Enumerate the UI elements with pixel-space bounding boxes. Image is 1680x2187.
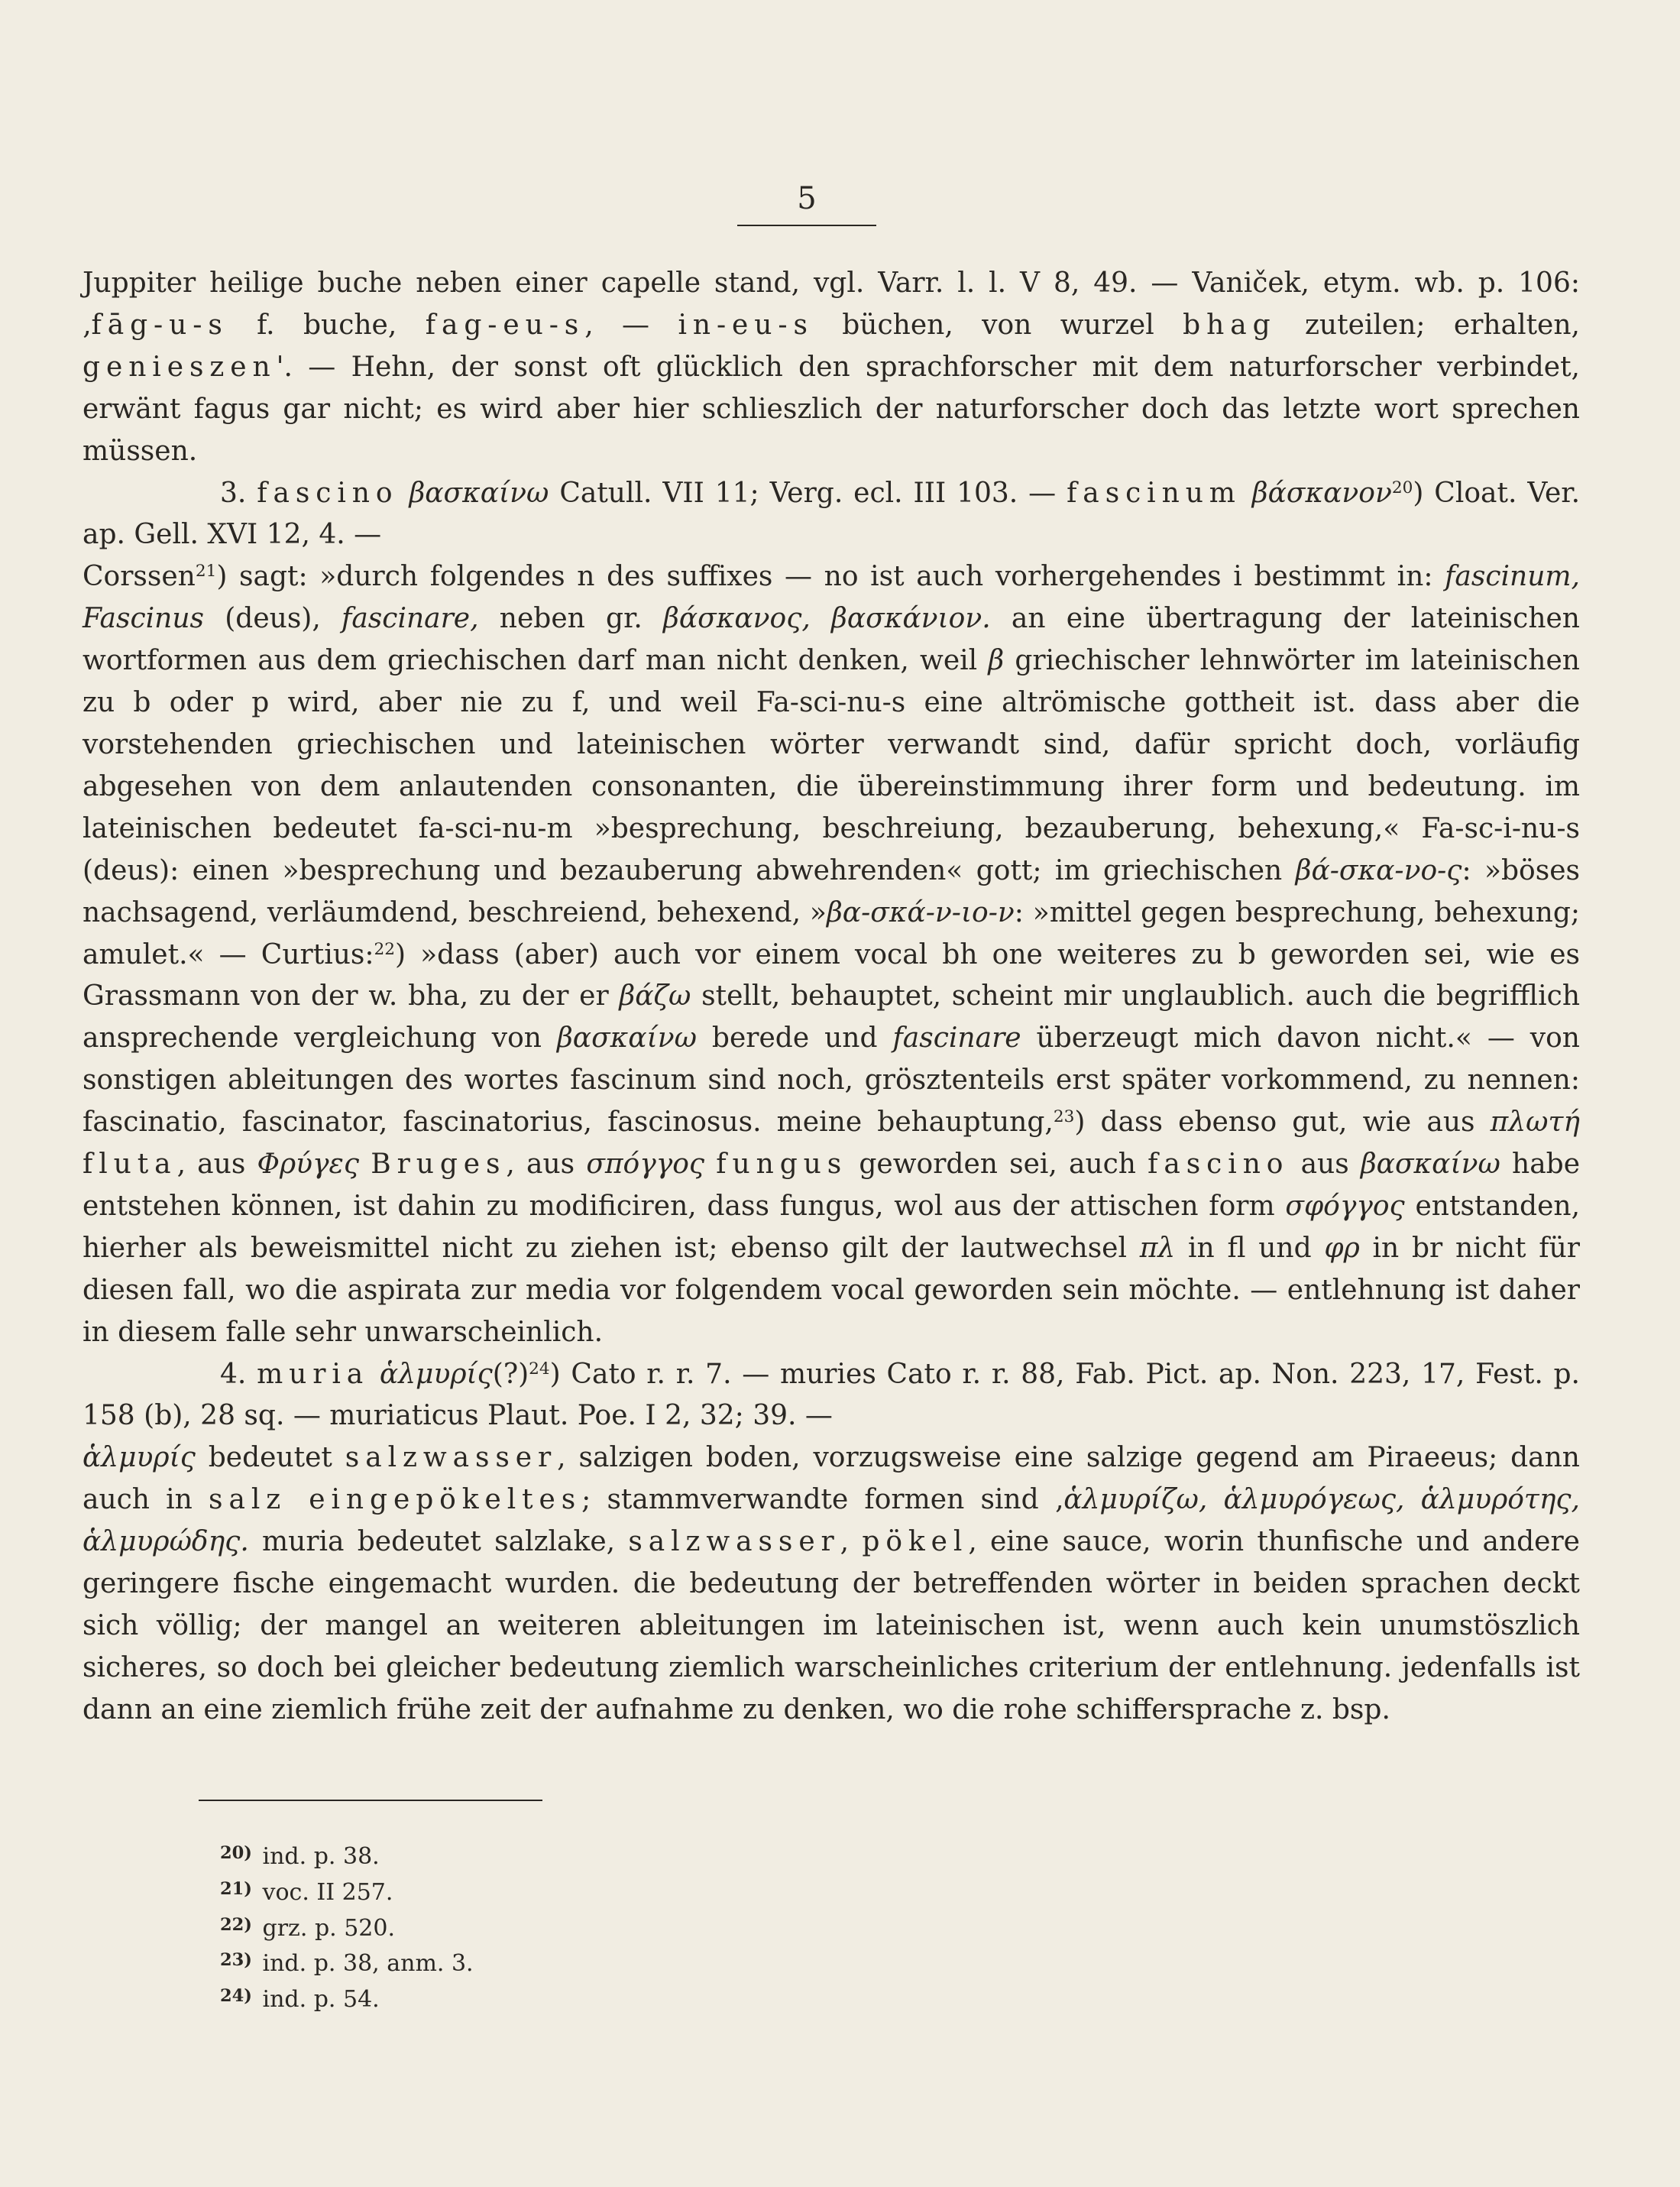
footnote-23: $^{23)}$ ind. p. 38, anm. 3. bbox=[220, 1950, 474, 1977]
paragraph-fagus: Juppiter heilige buche neben einer capelle stand, vgl. Varr. l. l. V 8, 49. — Vaniček, etym. wb. p. 106: ‚fāg-u-s f. buche, fag-eu-s, — in-eu-s büchen, von wurzel bhag zuteilen; erhalten, genieszen'. — Hehn, der sonst oft glücklich den sprachforscher mit dem naturforscher verbindet, erwänt fagus gar nicht; es wird aber hier schlieszlich der naturforscher doch das letzte wort sprechen müssen. bbox=[83, 267, 1580, 467]
paragraph-fascino-heading: 3. fascino βασκαίνω Catull. VII 11; Verg. ecl. III 103. — fascinum βάσκανον$^{20}$) Cloat. Ver. ap. Gell. XVI 12, 4. — bbox=[83, 477, 1581, 551]
paragraph-corssen: Corssen$^{21}$) sagt: »durch folgendes n des suffixes — no ist auch vorhergehendes i bestimmt in: fascinum, Fascinus (deus), fascinare, neben gr. βάσκανος, βασκάνιον. an eine übertragung der lateinischen wortformen aus dem griechischen darf man nicht denken, weil β griechischer lehnwörter im lateinischen zu b oder p wird, aber nie zu f, und weil Fa-sci-nu-s eine altrömische gottheit ist. dass aber die vorstehenden griechischen und lateinischen wörter verwandt sind, dafür spricht doch, vorläufig abgesehen von dem anlautenden consonanten, die übereinstimmung ihrer form und bedeutung. im lateinischen bedeutet fa-sci-nu-m »besprechung, beschreiung, bezauberung, behexung,« Fa-sc-i-nu-s (deus): einen »besprechung und bezauberung abwehrenden« gott; im griechischen βά-σκα-νο-ς: »böses nachsagend, verläumdend, beschreiend, behexend, »βα-σκά-ν-ιο-ν: »mittel gegen besprechung, behexung; amulet.« — Curtius:$^{22}$) »dass (aber) auch vor einem vocal bh one weiteres zu b geworden sei, wie es Grassmann von der w. bha, zu der er βάζω stellt, behauptet, scheint mir unglaublich. auch die begrifflich ansprechende vergleichung von βασκαίνω berede und fascinare überzeugt mich davon nicht.« — von sonstigen ableitungen des wortes fascinum sind noch, grösztenteils erst später vorkommend, zu nennen: fascinatio, fascinator, fascinatorius, fascinosus. meine behauptung,$^{23}$) dass ebenso gut, wie aus πλωτή fluta, aus Φρύγες Bruges, aus σπόγγος fungus geworden sei, auch fascino aus βασκαίνω habe entstehen können, ist dahin zu modificiren, dass fungus, wol aus der attischen form σφόγγος entstanden, hierher als beweismittel nicht zu ziehen ist; ebenso gilt der lautwechsel πλ in fl und φρ in br nicht für diesen fall, wo die aspirata zur media vor folgendem vocal geworden sein möchte. — entlehnung ist daher in diesem falle sehr unwarscheinlich. bbox=[83, 561, 1581, 1348]
footnote-22: $^{22)}$ grz. p. 520. bbox=[220, 1914, 396, 1942]
paragraph-halmyris: ἁλμυρίς bedeutet salzwasser, salzigen boden, vorzugsweise eine salzige gegend am Piraeeus; dann auch in salz eingepökeltes; stammverwandte formen sind ‚ἁλμυρίζω, ἁλμυρόγεως, ἁλμυρότης, ἁλμυρώδης. muria bedeutet salzlake, salzwasser, pökel, eine sauce, worin thunfische und andere geringere fische eingemacht wurden. die bedeutung der betreffenden wörter in beiden sprachen deckt sich völlig; der mangel an weiteren ableitungen im lateinischen ist, wenn auch kein unumstöszlich sicheres, so doch bei gleicher bedeutung ziemlich warscheinliches criterium der entlehnung. jedenfalls ist dann an eine ziemlich frühe zeit der aufnahme zu denken, wo die rohe schiffersprache z. bsp. bbox=[83, 1442, 1580, 1725]
footnote-divider bbox=[199, 1800, 542, 1801]
footnote-21: $^{21)}$ voc. II 257. bbox=[220, 1878, 393, 1906]
footnote-24: $^{24)}$ ind. p. 54. bbox=[220, 1985, 380, 2013]
page-number: 5 bbox=[737, 177, 876, 226]
footnote-20: $^{20)}$ ind. p. 38. bbox=[220, 1842, 380, 1870]
footnotes bbox=[220, 1837, 831, 2016]
body-text bbox=[83, 263, 1580, 1732]
paragraph-muria-heading: 4. muria ἁλμυρίς(?)$^{24}$) Cato r. r. 7. — muries Cato r. r. 88, Fab. Pict. ap. Non. 223, 17, Fest. p. 158 (b), 28 sq. — muriaticus Plaut. Poe. I 2, 32; 39. — bbox=[83, 1358, 1580, 1432]
